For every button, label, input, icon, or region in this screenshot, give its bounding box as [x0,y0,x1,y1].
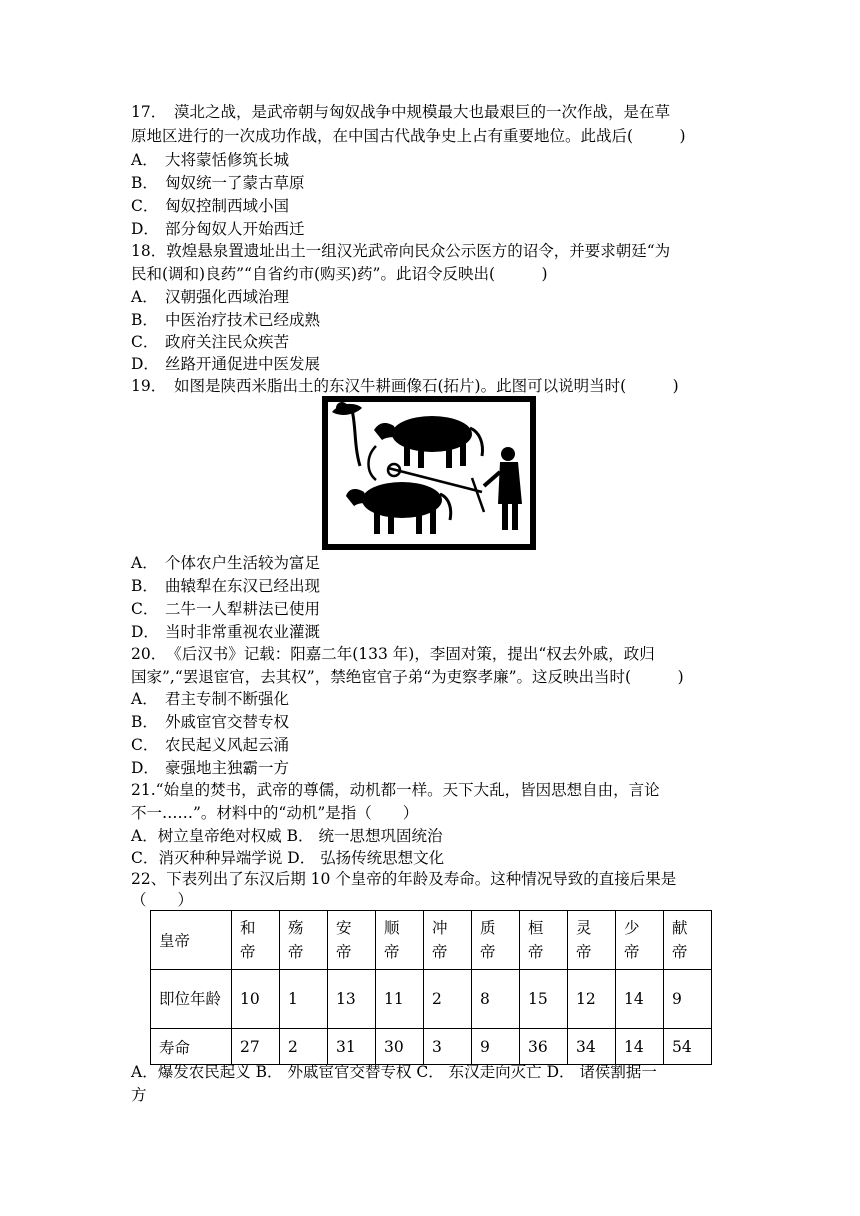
option-letter: A． [131,690,158,708]
table-cell: 27 [232,1029,280,1065]
option-text: 丝路开通促进中医发展 [165,355,321,373]
option-letter: B． [131,577,158,595]
option-17-d [131,218,731,240]
table-cell: 12 [568,970,616,1029]
table-cell: 11 [376,970,424,1029]
table-row-label: 即位年龄 [151,970,232,1029]
table-cell: 9 [472,1029,520,1065]
table-cell: 31 [328,1029,376,1065]
option-text: 当时非常重视农业灌溉 [165,623,321,641]
table-row-label: 寿命 [151,1029,232,1065]
table-cell: 8 [472,970,520,1029]
option-text: 曲辕犁在东汉已经出现 [165,577,321,595]
emperor-age-table [150,910,712,1065]
table-row-accession-age [151,970,712,1029]
table-header-cell: 皇帝 [151,911,232,970]
ox-plowing-illustration [322,396,536,550]
table-cell: 9 [664,970,712,1029]
option-17-c [131,195,731,217]
table-cell: 10 [232,970,280,1029]
option-text: 大将蒙恬修筑长城 [165,151,290,169]
option-text: 个体农户生活较为富足 [165,554,321,572]
table-cell: 13 [328,970,376,1029]
table-row-emperors [151,911,712,970]
option-17-b [131,172,731,194]
option-letter: D． [131,220,159,238]
table-cell-emperor: 顺帝 [376,911,424,970]
table-cell: 2 [280,1029,328,1065]
option-text: 政府关注民众疾苦 [165,333,290,351]
table-cell-emperor: 少帝 [616,911,664,970]
option-text: 中医治疗技术已经成熟 [165,311,321,329]
option-18-b [131,309,731,331]
option-letter: A． [131,554,158,572]
option-letter: C． [131,197,159,215]
table-cell: 1 [280,970,328,1029]
option-text: 匈奴统一了蒙古草原 [165,174,305,192]
option-18-c [131,331,731,353]
option-text: 农民起义风起云涌 [165,736,290,754]
option-letter: D． [131,759,159,777]
option-letter: C． [131,333,159,351]
question-18-line-1: 18．敦煌悬泉置遗址出土一组汉光武帝向民众公示医方的诏令，并要求朝廷“为 [131,242,671,260]
table-cell: 54 [664,1029,712,1065]
option-20-a [131,688,731,710]
option-text: 豪强地主独霸一方 [165,759,290,777]
option-text: 君主专制不断强化 [165,690,290,708]
option-text: 匈奴控制西域小国 [165,197,290,215]
question-21-options-ab: A．树立皇帝绝对权威 B． 统一思想巩固统治 [131,827,443,845]
table-cell-emperor: 安帝 [328,911,376,970]
option-text: 外戚宦官交替专权 [165,713,290,731]
table-cell-emperor: 和帝 [232,911,280,970]
option-letter: C． [131,736,159,754]
table-cell-emperor: 献帝 [664,911,712,970]
option-letter: A． [131,151,158,169]
question-22-options-line-2: 方 [131,1086,147,1104]
question-21-line-2: 不一……”。材料中的“动机”是指（ ） [131,804,419,822]
option-19-b [131,575,731,597]
option-letter: D． [131,623,159,641]
table-cell: 3 [424,1029,472,1065]
table-row-lifespan [151,1029,712,1065]
option-20-c [131,734,731,756]
option-18-d [131,353,731,375]
option-19-c [131,598,731,620]
option-letter: C． [131,600,159,618]
table-cell-emperor: 殇帝 [280,911,328,970]
question-22-line-2: （ ） [131,891,194,909]
table-cell-emperor: 质帝 [472,911,520,970]
option-text: 二牛一人犁耕法已使用 [165,600,321,618]
option-letter: B． [131,174,158,192]
question-22-line-1: 22、下表列出了东汉后期 10 个皇帝的年龄及寿命。这种情况导致的直接后果是 [131,870,677,888]
option-18-a [131,286,731,308]
option-17-a [131,149,731,171]
option-letter: A． [131,288,158,306]
table-cell-emperor: 冲帝 [424,911,472,970]
question-20-line-1: 20． 《后汉书》记载：阳嘉二年(133 年)，李固对策，提出“权去外戚，政归 [131,645,655,663]
table-cell-emperor: 灵帝 [568,911,616,970]
question-21-options-cd: C．消灭种种异端学说 D． 弘扬传统思想文化 [131,849,445,867]
table-cell: 14 [616,1029,664,1065]
option-text: 部分匈奴人开始西迁 [165,220,305,238]
option-text: 汉朝强化西域治理 [165,288,290,306]
option-letter: D． [131,355,159,373]
option-letter: B． [131,311,158,329]
ox-plowing-rubbing-image [322,396,536,550]
table-cell: 30 [376,1029,424,1065]
question-17-line-2: 原地区进行的一次成功作战，在中国古代战争史上占有重要地位。此战后( ) [131,127,686,145]
option-19-a [131,552,731,574]
option-20-b [131,711,731,733]
question-19-line-1: 19． 如图是陕西米脂出土的东汉牛耕画像石(拓片)。此图可以说明当时( ) [131,377,679,395]
table-cell: 36 [520,1029,568,1065]
table-cell: 34 [568,1029,616,1065]
question-18-line-2: 民和(调和)良药”“自省约市(购买)药”。此诏令反映出( ) [131,265,548,283]
question-22-options-line-1: A．爆发农民起义 B． 外戚宦官交替专权 C． 东汉走向灭亡 D． 诸侯割据一 [131,1063,657,1081]
table-cell: 15 [520,970,568,1029]
question-21-line-1: 21.“始皇的焚书，武帝的尊儒，动机都一样。天下大乱，皆因思想自由，言论 [131,781,660,799]
table-cell: 14 [616,970,664,1029]
question-20-line-2: 国家”,“罢退宦官，去其权”，禁绝宦官子弟“为吏察孝廉”。这反映出当时( ) [131,668,684,686]
option-19-d [131,621,731,643]
option-letter: B． [131,713,158,731]
table-cell: 2 [424,970,472,1029]
option-20-d [131,757,731,779]
question-17-line-1: 17． 漠北之战，是武帝朝与匈奴战争中规模最大也最艰巨的一次作战，是在草 [131,103,670,121]
table-cell-emperor: 桓帝 [520,911,568,970]
